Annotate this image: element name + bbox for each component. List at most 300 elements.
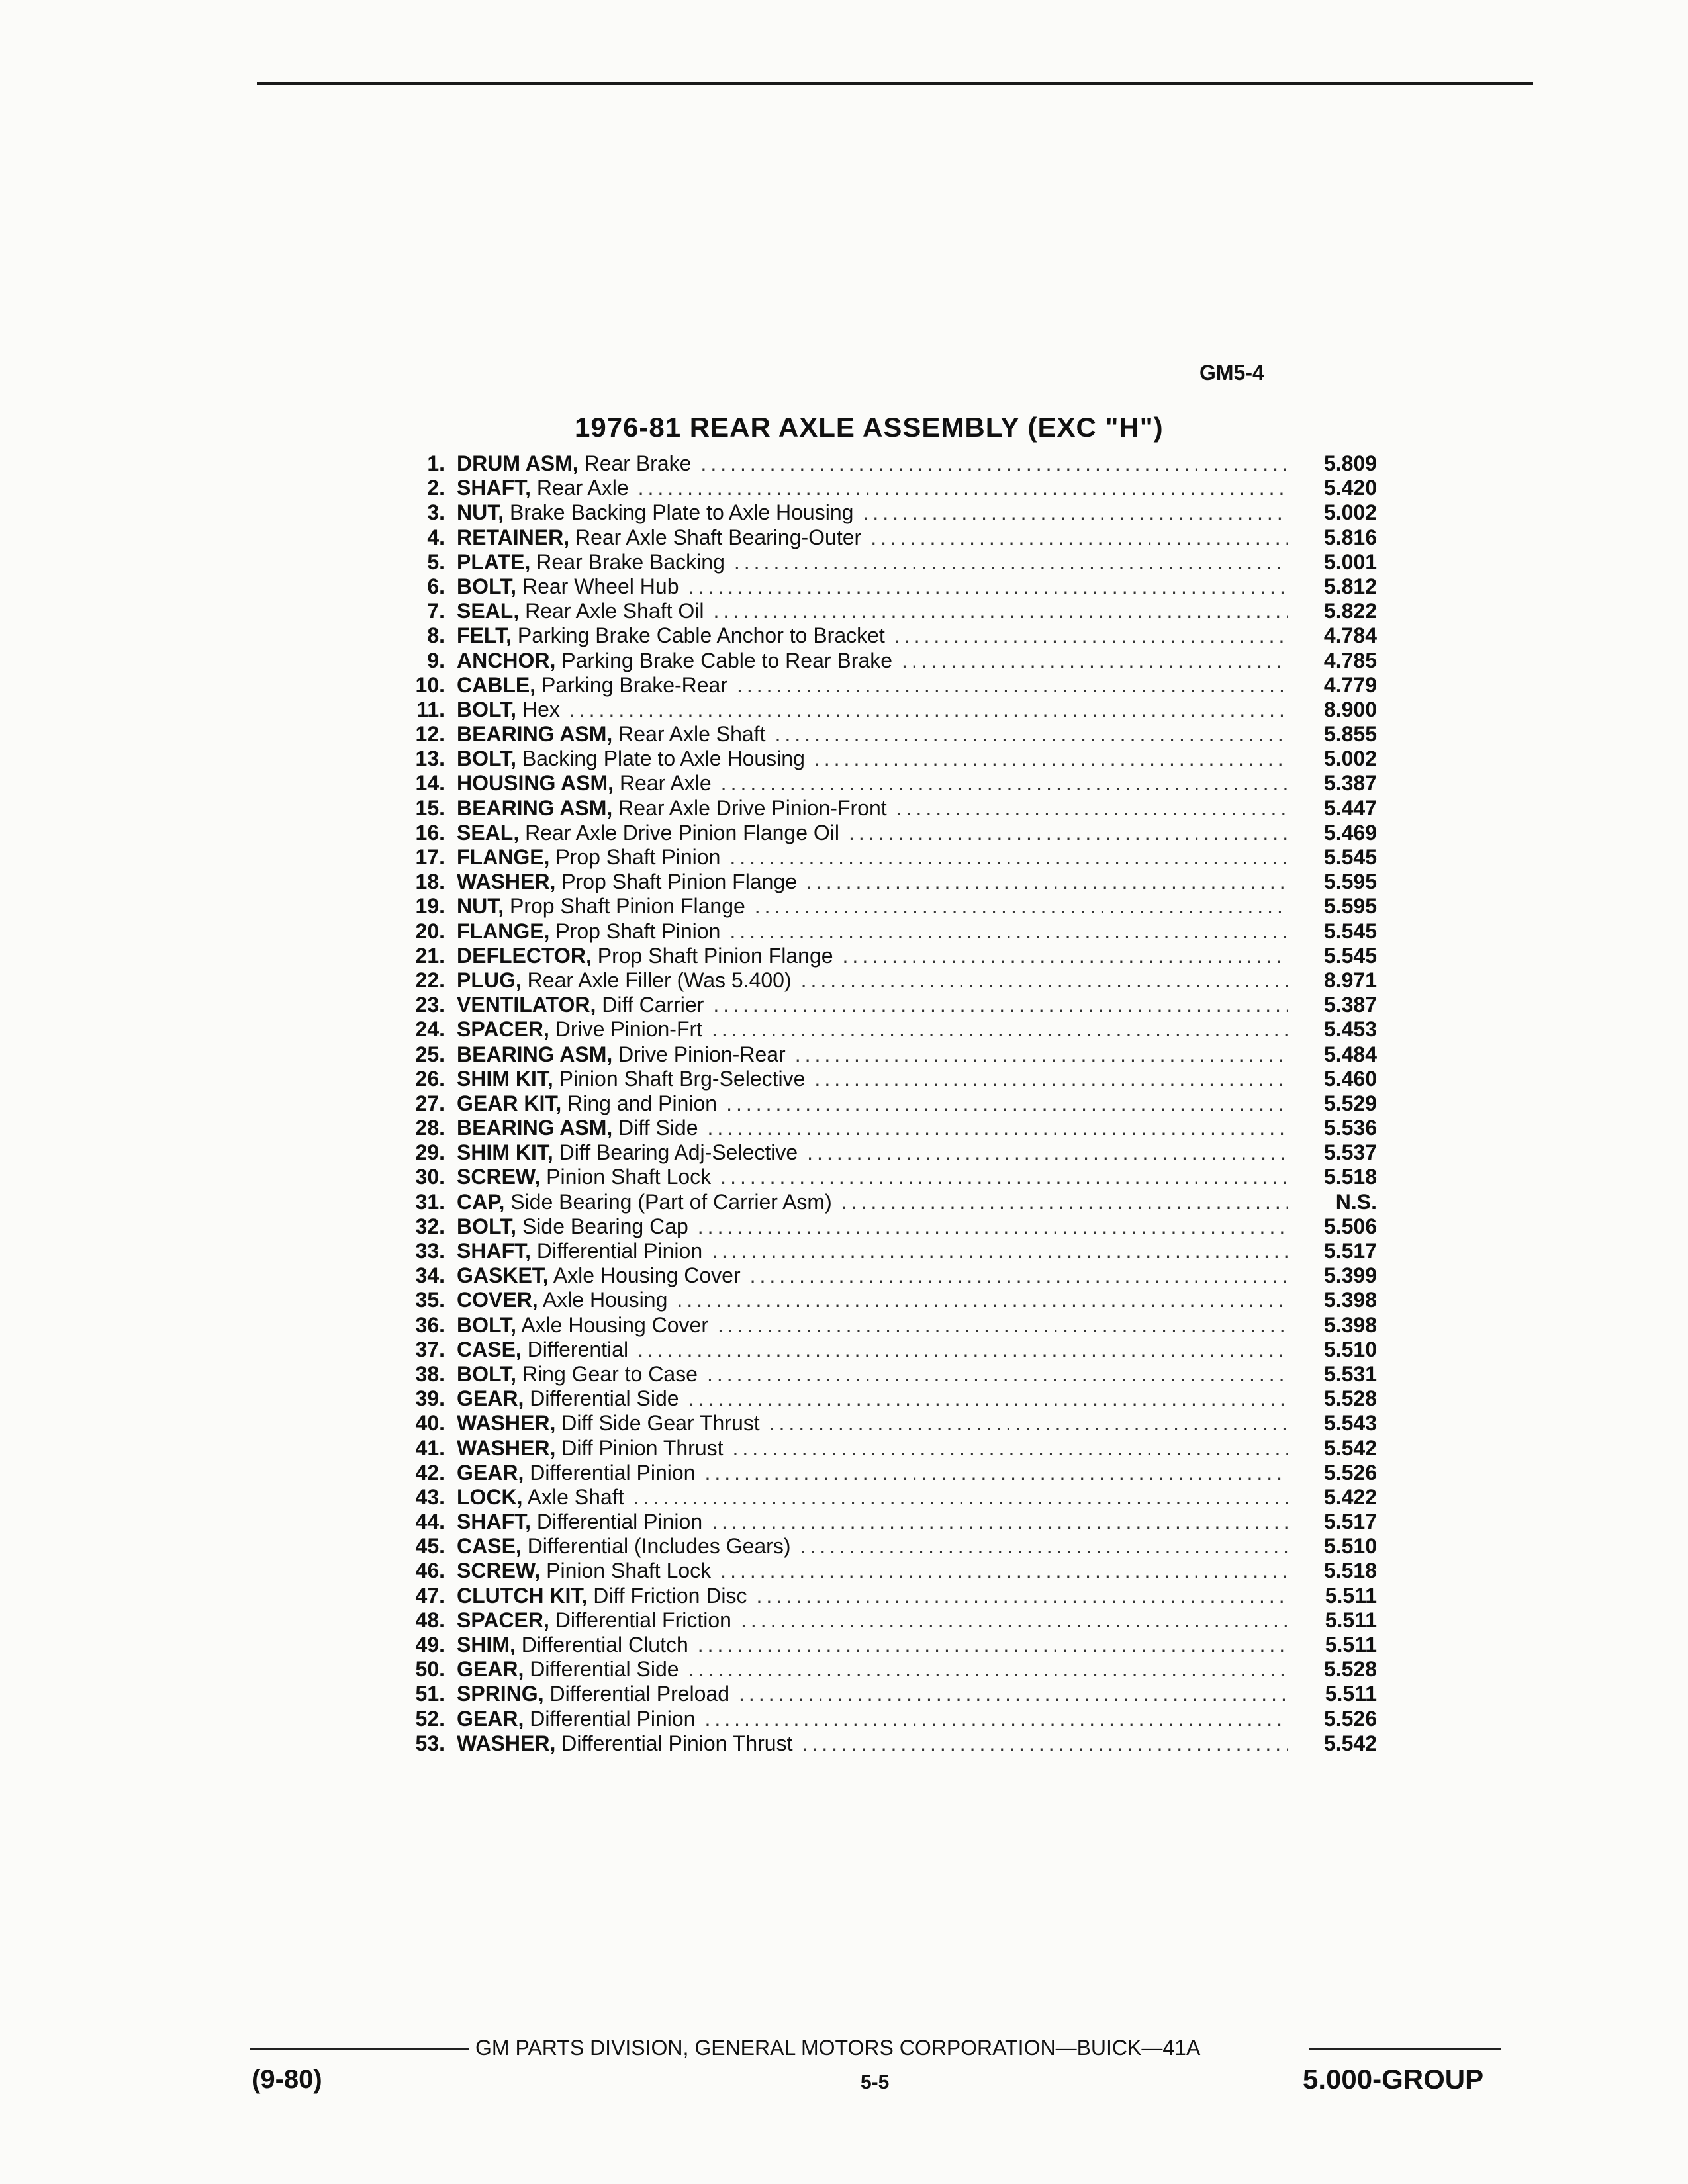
part-detail: Drive Pinion-Rear bbox=[618, 1042, 786, 1066]
part-code: 5.822 bbox=[1323, 599, 1377, 623]
part-row bbox=[391, 944, 1383, 968]
top-rule bbox=[257, 82, 1533, 85]
part-name: WASHER, bbox=[457, 1411, 556, 1435]
part-name: FLANGE, bbox=[457, 919, 550, 943]
part-name: CASE, bbox=[457, 1534, 522, 1559]
part-detail: Diff Carrier bbox=[602, 993, 704, 1017]
part-number: 49. bbox=[415, 1633, 445, 1657]
dot-leader bbox=[698, 1633, 1288, 1657]
part-name: SPRING, bbox=[457, 1682, 544, 1706]
part-description bbox=[457, 1214, 688, 1239]
part-detail: Axle Housing bbox=[542, 1288, 668, 1312]
dot-leader bbox=[688, 1657, 1288, 1682]
part-name: BOLT, bbox=[457, 574, 517, 598]
part-number: 43. bbox=[415, 1484, 445, 1509]
part-name: PLUG, bbox=[457, 968, 522, 992]
part-number: 3. bbox=[427, 500, 445, 525]
dot-leader bbox=[733, 1436, 1289, 1461]
part-row bbox=[391, 500, 1383, 525]
part-detail: Rear Brake Backing bbox=[536, 549, 725, 574]
part-code: 5.518 bbox=[1323, 1165, 1377, 1189]
part-detail: Pinion Shaft Brg-Selective bbox=[559, 1066, 806, 1091]
dot-leader bbox=[734, 550, 1288, 574]
dot-leader bbox=[814, 747, 1288, 771]
dot-leader bbox=[795, 1042, 1288, 1067]
part-detail: Side Bearing (Part of Carrier Asm) bbox=[510, 1189, 832, 1214]
part-name: SHAFT, bbox=[457, 1239, 531, 1263]
part-code: 5.595 bbox=[1323, 870, 1377, 894]
part-description bbox=[457, 1461, 695, 1485]
part-detail: Differential (Includes Gears) bbox=[527, 1534, 791, 1559]
part-number: 44. bbox=[415, 1510, 445, 1534]
part-name: SHIM KIT, bbox=[457, 1066, 553, 1091]
part-name: BEARING ASM, bbox=[457, 796, 613, 820]
part-detail: Rear Wheel Hub bbox=[522, 574, 679, 598]
part-number: 18. bbox=[415, 870, 445, 894]
dot-leader bbox=[870, 525, 1288, 550]
part-row bbox=[391, 968, 1383, 993]
part-row bbox=[391, 1657, 1383, 1682]
part-name: CLUTCH KIT, bbox=[457, 1583, 588, 1608]
part-name: SCREW, bbox=[457, 1559, 541, 1583]
part-number: 28. bbox=[415, 1116, 445, 1140]
part-name: GASKET, bbox=[457, 1263, 549, 1288]
part-number: 20. bbox=[415, 919, 445, 943]
part-row bbox=[391, 1559, 1383, 1583]
part-row bbox=[391, 1436, 1383, 1461]
part-detail: Parking Brake-Rear bbox=[541, 672, 727, 697]
part-detail: Pinion Shaft Lock bbox=[546, 1559, 712, 1583]
part-number: 51. bbox=[415, 1682, 445, 1706]
part-number: 32. bbox=[415, 1214, 445, 1238]
part-row bbox=[391, 1510, 1383, 1534]
part-code: 5.542 bbox=[1323, 1435, 1377, 1460]
part-row bbox=[391, 993, 1383, 1017]
part-row bbox=[391, 894, 1383, 919]
part-name: GEAR, bbox=[457, 1460, 524, 1484]
part-row bbox=[391, 451, 1383, 476]
part-number: 37. bbox=[415, 1337, 445, 1361]
part-detail: Diff Friction Disc bbox=[593, 1583, 747, 1608]
part-detail: Backing Plate to Axle Housing bbox=[522, 747, 805, 771]
part-detail: Differential Preload bbox=[549, 1682, 730, 1706]
part-code: 5.399 bbox=[1323, 1263, 1377, 1288]
dot-leader bbox=[729, 845, 1288, 870]
part-name: BEARING ASM, bbox=[457, 1042, 613, 1066]
part-code: 5.526 bbox=[1323, 1460, 1377, 1484]
part-description bbox=[457, 747, 805, 771]
part-name: GEAR, bbox=[457, 1706, 524, 1731]
part-detail: Side Bearing Cap bbox=[522, 1214, 688, 1238]
part-detail: Axle Housing Cover bbox=[553, 1263, 741, 1288]
part-detail: Differential Pinion bbox=[530, 1706, 696, 1731]
part-name: BOLT, bbox=[457, 1214, 517, 1238]
part-name: GEAR KIT, bbox=[457, 1091, 562, 1115]
part-row bbox=[391, 623, 1383, 648]
part-code: 5.529 bbox=[1323, 1091, 1377, 1115]
dot-leader bbox=[800, 1534, 1288, 1559]
dot-leader bbox=[806, 870, 1288, 894]
part-number: 2. bbox=[427, 476, 445, 500]
part-description bbox=[457, 919, 720, 944]
footer-rule-right bbox=[1309, 2048, 1501, 2050]
part-detail: Hex bbox=[522, 697, 560, 721]
part-code: 8.900 bbox=[1323, 697, 1377, 721]
part-name: PLATE, bbox=[457, 549, 531, 574]
part-row bbox=[391, 1485, 1383, 1510]
dot-leader bbox=[814, 1067, 1288, 1091]
dot-leader bbox=[637, 1338, 1288, 1362]
part-code: 5.002 bbox=[1323, 500, 1377, 525]
part-row bbox=[391, 1362, 1383, 1387]
part-name: SPACER, bbox=[457, 1017, 549, 1042]
part-row bbox=[391, 649, 1383, 673]
dot-leader bbox=[638, 476, 1288, 500]
part-number: 31. bbox=[415, 1189, 445, 1214]
part-description bbox=[457, 1436, 724, 1461]
part-name: DRUM ASM, bbox=[457, 451, 579, 475]
parts-list bbox=[391, 451, 1383, 1756]
part-code: 4.779 bbox=[1323, 672, 1377, 697]
part-description bbox=[457, 1731, 792, 1756]
part-row bbox=[391, 1017, 1383, 1042]
part-name: HOUSING ASM, bbox=[457, 771, 614, 796]
part-detail: Rear Axle Drive Pinion Flange Oil bbox=[525, 820, 839, 844]
part-detail: Ring and Pinion bbox=[567, 1091, 718, 1115]
part-description bbox=[457, 599, 704, 623]
part-detail: Rear Axle bbox=[536, 476, 629, 500]
part-description bbox=[457, 1510, 702, 1534]
part-code: 5.595 bbox=[1323, 894, 1377, 919]
part-number: 34. bbox=[415, 1263, 445, 1288]
part-detail: Differential Side bbox=[530, 1657, 679, 1682]
part-description bbox=[457, 1485, 624, 1510]
part-code: 4.784 bbox=[1323, 623, 1377, 648]
part-row bbox=[391, 821, 1383, 845]
part-code: 5.543 bbox=[1323, 1411, 1377, 1435]
part-number: 35. bbox=[415, 1288, 445, 1312]
part-row bbox=[391, 771, 1383, 796]
part-number: 25. bbox=[415, 1042, 445, 1066]
part-detail: Rear Axle Shaft Oil bbox=[525, 599, 704, 623]
part-detail: Differential Friction bbox=[555, 1608, 731, 1632]
part-row bbox=[391, 845, 1383, 870]
part-name: SEAL, bbox=[457, 820, 520, 844]
part-name: BOLT, bbox=[457, 697, 517, 721]
part-code: 5.536 bbox=[1323, 1116, 1377, 1140]
part-code: 5.447 bbox=[1323, 796, 1377, 820]
part-code: 5.398 bbox=[1323, 1312, 1377, 1337]
part-code: 5.528 bbox=[1323, 1387, 1377, 1411]
part-number: 53. bbox=[415, 1731, 445, 1755]
part-description bbox=[457, 1239, 702, 1263]
dot-leader bbox=[704, 1707, 1288, 1731]
part-name: SHAFT, bbox=[457, 476, 531, 500]
part-name: FLANGE, bbox=[457, 845, 550, 869]
part-code: 5.453 bbox=[1323, 1017, 1377, 1042]
part-number: 7. bbox=[427, 599, 445, 623]
part-name: BOLT, bbox=[457, 747, 517, 771]
part-row bbox=[391, 1608, 1383, 1633]
part-code: 5.528 bbox=[1323, 1657, 1377, 1682]
part-name: SCREW, bbox=[457, 1165, 541, 1189]
part-name: RETAINER, bbox=[457, 525, 570, 549]
part-description bbox=[457, 673, 727, 698]
part-detail: Rear Axle bbox=[619, 771, 712, 796]
part-number: 48. bbox=[415, 1608, 445, 1632]
part-description bbox=[457, 451, 691, 476]
dot-leader bbox=[896, 796, 1288, 821]
part-code: 5.001 bbox=[1323, 549, 1377, 574]
part-detail: Differential Pinion bbox=[536, 1510, 703, 1534]
dot-leader bbox=[720, 1559, 1288, 1583]
part-name: CAP, bbox=[457, 1189, 505, 1214]
part-name: BOLT, bbox=[457, 1361, 517, 1386]
part-detail: Differential Clutch bbox=[521, 1633, 688, 1657]
part-row bbox=[391, 1731, 1383, 1756]
part-code: 5.511 bbox=[1325, 1682, 1377, 1706]
part-description bbox=[457, 623, 885, 648]
part-detail: Diff Side Gear Thrust bbox=[561, 1411, 760, 1435]
part-detail: Axle Shaft bbox=[527, 1484, 624, 1509]
part-number: 52. bbox=[415, 1706, 445, 1731]
dot-leader bbox=[729, 919, 1288, 944]
dot-leader bbox=[775, 722, 1289, 747]
part-row bbox=[391, 870, 1383, 894]
part-detail: Drive Pinion-Frt bbox=[555, 1017, 703, 1042]
part-row bbox=[391, 1461, 1383, 1485]
dot-leader bbox=[807, 1140, 1288, 1165]
dot-leader bbox=[720, 1165, 1288, 1189]
part-detail: Diff Bearing Adj-Selective bbox=[559, 1140, 798, 1165]
part-detail: Rear Axle Shaft bbox=[618, 722, 766, 747]
part-name: SEAL, bbox=[457, 599, 520, 623]
part-code: 5.511 bbox=[1325, 1608, 1377, 1632]
dot-leader bbox=[737, 673, 1288, 698]
part-name: SPACER, bbox=[457, 1608, 549, 1632]
part-row bbox=[391, 698, 1383, 722]
part-row bbox=[391, 525, 1383, 550]
part-code: 5.531 bbox=[1323, 1361, 1377, 1386]
part-description bbox=[457, 944, 833, 968]
part-name: SHIM, bbox=[457, 1633, 516, 1657]
part-description bbox=[457, 1633, 688, 1657]
dot-leader bbox=[841, 1190, 1288, 1214]
dot-leader bbox=[712, 1017, 1288, 1042]
part-description bbox=[457, 1165, 711, 1189]
part-row bbox=[391, 796, 1383, 821]
part-code: 5.387 bbox=[1323, 993, 1377, 1017]
part-detail: Rear Axle Shaft Bearing-Outer bbox=[575, 525, 862, 549]
dot-leader bbox=[757, 1584, 1288, 1608]
dot-leader bbox=[718, 1313, 1288, 1338]
part-number: 47. bbox=[415, 1583, 445, 1608]
part-detail: Prop Shaft Pinion bbox=[555, 845, 721, 869]
part-description bbox=[457, 1559, 711, 1583]
part-detail: Ring Gear to Case bbox=[522, 1361, 698, 1386]
dot-leader bbox=[750, 1263, 1288, 1288]
part-number: 24. bbox=[415, 1017, 445, 1042]
part-number: 4. bbox=[427, 525, 445, 549]
part-description bbox=[457, 1682, 729, 1706]
part-detail: Axle Housing Cover bbox=[521, 1312, 708, 1337]
part-code: 5.537 bbox=[1323, 1140, 1377, 1165]
dot-leader bbox=[894, 623, 1288, 648]
part-name: WASHER, bbox=[457, 1435, 556, 1460]
part-description bbox=[457, 1091, 717, 1116]
part-name: FELT, bbox=[457, 623, 512, 648]
part-name: CASE, bbox=[457, 1337, 522, 1361]
part-number: 16. bbox=[415, 820, 445, 844]
part-detail: Differential Pinion Thrust bbox=[561, 1731, 793, 1755]
footer-group: 5.000-GROUP bbox=[1303, 2064, 1484, 2095]
part-number: 11. bbox=[416, 697, 445, 721]
part-description bbox=[457, 1387, 679, 1411]
part-code: 5.545 bbox=[1323, 919, 1377, 943]
part-description bbox=[457, 771, 712, 796]
part-number: 41. bbox=[415, 1435, 445, 1460]
part-detail: Rear Brake bbox=[584, 451, 692, 475]
part-row bbox=[391, 1584, 1383, 1608]
part-number: 13. bbox=[415, 747, 445, 771]
part-description bbox=[457, 1116, 698, 1140]
part-description bbox=[457, 1584, 747, 1608]
dot-leader bbox=[713, 993, 1288, 1017]
part-description bbox=[457, 1707, 695, 1731]
part-code: 5.420 bbox=[1323, 476, 1377, 500]
part-description bbox=[457, 1042, 786, 1067]
part-detail: Differential Pinion bbox=[536, 1239, 703, 1263]
part-name: DEFLECTOR, bbox=[457, 943, 592, 968]
part-code: 5.398 bbox=[1323, 1288, 1377, 1312]
dot-leader bbox=[863, 500, 1288, 525]
part-code: 5.542 bbox=[1323, 1731, 1377, 1755]
dot-leader bbox=[801, 968, 1288, 993]
part-row bbox=[391, 1633, 1383, 1657]
part-row bbox=[391, 1091, 1383, 1116]
part-detail: Diff Side bbox=[618, 1116, 698, 1140]
part-code: 5.816 bbox=[1323, 525, 1377, 549]
dot-leader bbox=[739, 1682, 1288, 1706]
dot-leader bbox=[802, 1731, 1288, 1756]
part-code: 8.971 bbox=[1323, 968, 1377, 992]
part-name: NUT, bbox=[457, 894, 504, 919]
part-row bbox=[391, 722, 1383, 747]
part-description bbox=[457, 722, 766, 747]
dot-leader bbox=[698, 1214, 1288, 1239]
part-name: ANCHOR, bbox=[457, 648, 556, 672]
part-number: 33. bbox=[415, 1239, 445, 1263]
part-number: 36. bbox=[415, 1312, 445, 1337]
part-row bbox=[391, 1042, 1383, 1067]
part-code: 5.545 bbox=[1323, 943, 1377, 968]
part-name: SHAFT, bbox=[457, 1510, 531, 1534]
part-number: 45. bbox=[415, 1534, 445, 1559]
part-row bbox=[391, 1165, 1383, 1189]
part-number: 6. bbox=[427, 574, 445, 598]
dot-leader bbox=[688, 574, 1289, 599]
part-number: 29. bbox=[415, 1140, 445, 1165]
part-detail: Parking Brake Cable to Rear Brake bbox=[561, 648, 893, 672]
part-number: 8. bbox=[427, 623, 445, 648]
part-name: COVER, bbox=[457, 1288, 538, 1312]
part-detail: Differential Side bbox=[530, 1387, 679, 1411]
part-number: 39. bbox=[415, 1387, 445, 1411]
part-code: 5.510 bbox=[1323, 1337, 1377, 1361]
part-number: 30. bbox=[415, 1165, 445, 1189]
dot-leader bbox=[902, 649, 1288, 673]
part-description bbox=[457, 550, 725, 574]
dot-leader bbox=[712, 1510, 1288, 1534]
part-number: 40. bbox=[415, 1411, 445, 1435]
dot-leader bbox=[700, 451, 1288, 476]
part-description bbox=[457, 845, 720, 870]
part-number: 9. bbox=[427, 648, 445, 672]
part-number: 12. bbox=[415, 722, 445, 747]
part-detail: Brake Backing Plate to Axle Housing bbox=[510, 500, 854, 525]
part-number: 21. bbox=[415, 943, 445, 968]
part-number: 17. bbox=[415, 845, 445, 869]
part-code: 5.517 bbox=[1323, 1239, 1377, 1263]
part-number: 19. bbox=[415, 894, 445, 919]
part-description bbox=[457, 1140, 798, 1165]
dot-leader bbox=[704, 1461, 1288, 1485]
part-detail: Pinion Shaft Lock bbox=[546, 1165, 712, 1189]
part-name: NUT, bbox=[457, 500, 504, 525]
section-code: GM5-4 bbox=[1199, 361, 1264, 385]
part-description bbox=[457, 574, 679, 599]
part-row bbox=[391, 747, 1383, 771]
dot-leader bbox=[755, 894, 1288, 919]
part-description bbox=[457, 1067, 805, 1091]
part-description bbox=[457, 821, 839, 845]
dot-leader bbox=[569, 698, 1288, 722]
part-number: 5. bbox=[427, 549, 445, 574]
part-name: BEARING ASM, bbox=[457, 1116, 613, 1140]
part-description bbox=[457, 525, 861, 550]
part-description bbox=[457, 1657, 679, 1682]
part-row bbox=[391, 1411, 1383, 1435]
part-description bbox=[457, 1411, 760, 1435]
part-code: 5.511 bbox=[1325, 1583, 1377, 1608]
part-row bbox=[391, 1067, 1383, 1091]
part-name: LOCK, bbox=[457, 1484, 523, 1509]
part-row bbox=[391, 1263, 1383, 1288]
part-code: 5.387 bbox=[1323, 771, 1377, 796]
part-detail: Prop Shaft Pinion bbox=[555, 919, 721, 943]
part-row bbox=[391, 1313, 1383, 1338]
part-code: 5.518 bbox=[1323, 1559, 1377, 1583]
part-description bbox=[457, 894, 745, 919]
part-row bbox=[391, 1239, 1383, 1263]
part-description bbox=[457, 1017, 702, 1042]
part-row bbox=[391, 550, 1383, 574]
part-row bbox=[391, 1214, 1383, 1239]
part-description bbox=[457, 1534, 790, 1559]
part-detail: Parking Brake Cable Anchor to Bracket bbox=[517, 623, 885, 648]
part-number: 38. bbox=[415, 1361, 445, 1386]
footer-corporation: GM PARTS DIVISION, GENERAL MOTORS CORPORATION—BUICK—41A bbox=[475, 2036, 1201, 2060]
dot-leader bbox=[769, 1411, 1288, 1435]
part-name: GEAR, bbox=[457, 1657, 524, 1682]
part-number: 50. bbox=[415, 1657, 445, 1682]
part-detail: Differential Pinion bbox=[530, 1460, 696, 1484]
part-row bbox=[391, 574, 1383, 599]
footer-date: (9-80) bbox=[252, 2065, 322, 2094]
part-description bbox=[457, 1313, 708, 1338]
part-code: N.S. bbox=[1335, 1189, 1377, 1214]
part-number: 27. bbox=[415, 1091, 445, 1115]
